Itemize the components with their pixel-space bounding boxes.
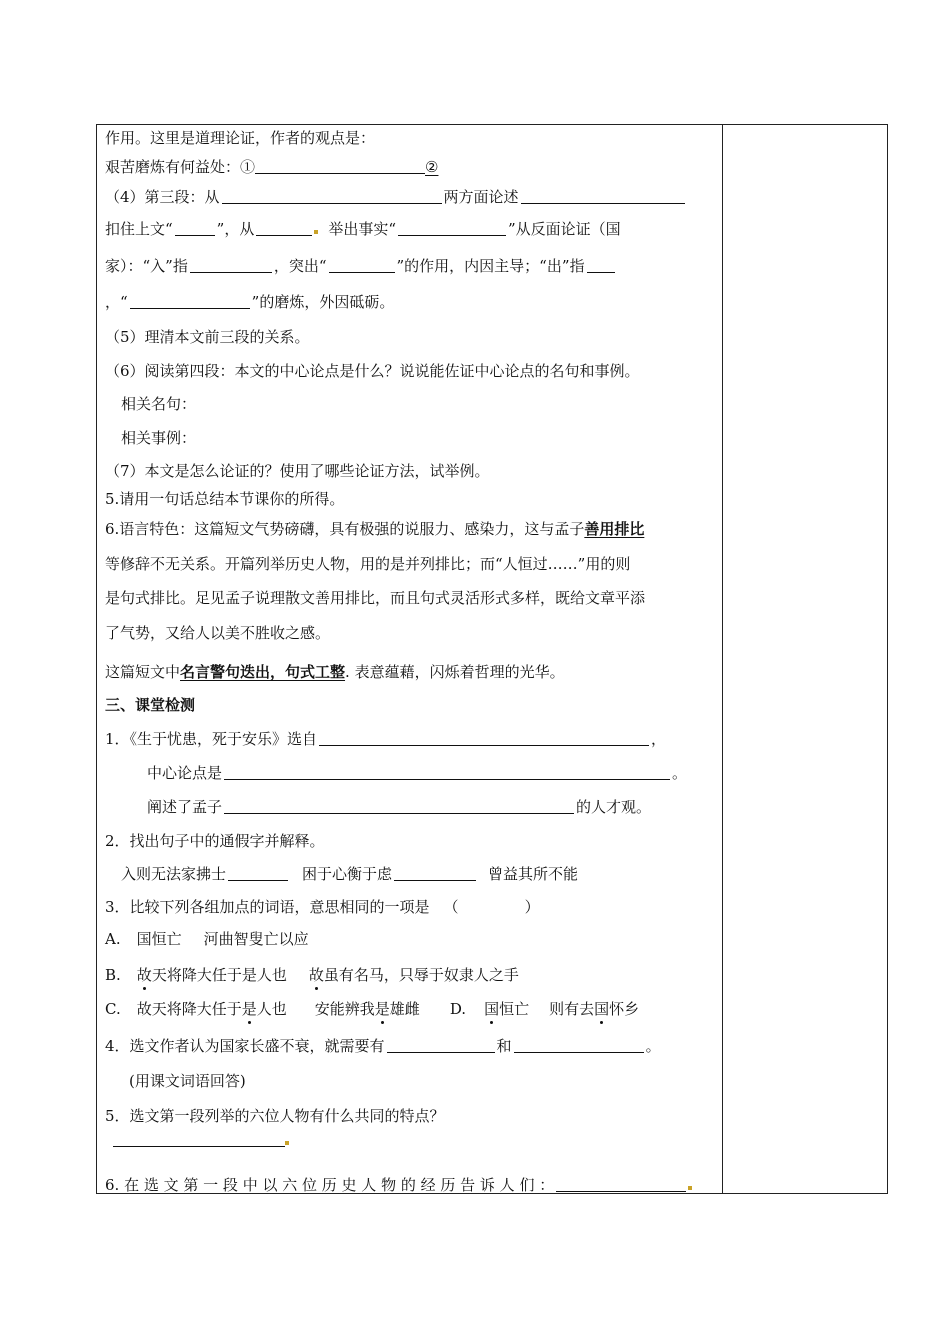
column-divider xyxy=(722,124,723,1194)
text-line xyxy=(105,623,330,643)
answer-blank[interactable] xyxy=(394,865,476,881)
text: 河曲智叟 xyxy=(203,930,264,948)
text: 是句式排比。足见孟子说理散文善用排比，而且句式灵活形式多样，既给文章平添 xyxy=(105,589,646,607)
text: 6. 在 选 文 第 一 段 中 以 六 位 历 史 人 物 的 经 历 告 诉 人 们 ： xyxy=(105,1176,555,1194)
answer-blank[interactable] xyxy=(255,158,425,174)
text: 名言警句迭出，句式工整 xyxy=(180,663,346,681)
text-line xyxy=(105,461,490,481)
text: B. xyxy=(105,966,121,984)
text-line xyxy=(105,361,640,381)
text: ”，从 xyxy=(216,220,255,238)
text: 中心论点是 xyxy=(147,764,223,782)
table-frame xyxy=(96,124,888,1194)
answer-blank[interactable] xyxy=(224,764,670,780)
text: 相关事例： xyxy=(121,429,197,447)
answer-blank[interactable] xyxy=(224,798,574,814)
text-line xyxy=(105,1175,692,1195)
text: 三、课堂检测 xyxy=(105,696,196,714)
text: 3．比较下列各组加点的词语，意思相同的一项是 xyxy=(105,898,430,916)
text: 以应 xyxy=(278,930,309,948)
text: 举出事实“ xyxy=(328,220,397,238)
option-line xyxy=(105,965,519,985)
text: 扣住上文“ xyxy=(105,220,173,238)
text: 亡 xyxy=(166,930,182,948)
text: C. xyxy=(105,1000,121,1018)
text: 。 xyxy=(672,764,688,782)
text-line xyxy=(105,1106,445,1126)
text: (用课文词语回答) xyxy=(129,1072,246,1090)
text: 1．《生于忧患，死于安乐》选自 xyxy=(105,730,318,748)
text: 天将降大任于是人也 xyxy=(151,966,287,984)
answer-blank[interactable] xyxy=(398,220,506,236)
text-line xyxy=(105,662,565,682)
text: 雄雌 xyxy=(389,1000,420,1018)
answer-blank[interactable] xyxy=(228,865,288,881)
mark-icon xyxy=(285,1141,289,1145)
option-line xyxy=(105,999,639,1019)
text: 亡 xyxy=(263,930,279,948)
mark-icon xyxy=(314,230,318,234)
text: ，突出“ xyxy=(273,257,327,275)
text-line xyxy=(147,797,651,817)
text: ② xyxy=(425,158,439,176)
answer-blank[interactable] xyxy=(521,188,685,204)
text: 的人才观。 xyxy=(576,798,652,816)
answer-blank[interactable] xyxy=(190,257,272,273)
text: 6.语言特色：这篇短文气势磅礴，具有极强的说服力、感染力，这与孟子 xyxy=(105,520,585,538)
text-line xyxy=(105,219,621,239)
text-line xyxy=(121,864,578,884)
answer-blank[interactable] xyxy=(113,1131,285,1147)
answer-blank[interactable] xyxy=(319,730,649,746)
text: ”从反面论证（国 xyxy=(508,220,621,238)
text: A. xyxy=(105,930,121,948)
text: 艰苦磨炼有何益处：① xyxy=(105,158,256,176)
text: ） xyxy=(524,898,540,916)
dotted-word: 故 xyxy=(308,966,324,984)
text-line xyxy=(147,763,687,783)
text: 两方面论述 xyxy=(443,188,519,206)
answer-blank[interactable] xyxy=(587,257,615,273)
text: 虽有名马，只辱于奴隶人之手 xyxy=(323,966,519,984)
text: D. xyxy=(449,1000,467,1018)
text: ”的作用，内因主导；“出”指 xyxy=(396,257,585,275)
text-line xyxy=(105,327,310,347)
mark-icon xyxy=(688,1186,692,1190)
text: 困于心衡于虑 xyxy=(302,865,393,883)
answer-blank[interactable] xyxy=(387,1037,495,1053)
text: 曾益其所不能 xyxy=(488,865,579,883)
answer-blank[interactable] xyxy=(130,293,250,309)
answer-blank[interactable] xyxy=(556,1176,686,1192)
option-line xyxy=(105,929,309,949)
answer-blank[interactable] xyxy=(329,257,395,273)
text: 安能辨我 xyxy=(314,1000,375,1018)
dotted-word: 是 xyxy=(374,1000,390,1018)
text-line xyxy=(113,1130,289,1150)
text-line xyxy=(105,292,394,312)
text: 人也 xyxy=(256,1000,287,1018)
dotted-word: 国 xyxy=(484,1000,500,1018)
text-line xyxy=(105,897,540,917)
text: 国恒 xyxy=(136,930,167,948)
text: （4）第三段：从 xyxy=(105,188,220,206)
text: ”的磨炼，外因砥砺。 xyxy=(251,293,395,311)
text-line xyxy=(105,831,325,851)
text: 恒亡 xyxy=(499,1000,530,1018)
text: . 表意蕴藉，闪烁着哲理的光华。 xyxy=(345,663,565,681)
answer-blank[interactable] xyxy=(175,220,215,236)
answer-blank[interactable] xyxy=(222,188,442,204)
text-line xyxy=(105,128,375,148)
text: 相关名句： xyxy=(121,395,197,413)
text: 这篇短文中 xyxy=(105,663,181,681)
text: （7）本文是怎么论证的？使用了哪些论证方法，试举例。 xyxy=(105,462,490,480)
text: 了气势，又给人以美不胜收之感。 xyxy=(105,624,331,642)
text: 等修辞不无关系。开篇列举历史人物，用的是并列排比；而“人恒过……”用的则 xyxy=(105,555,631,573)
text-line xyxy=(121,428,196,448)
text-line xyxy=(105,187,687,207)
text: 善用排比 xyxy=(584,520,645,538)
text: 故天将降大任于 xyxy=(136,1000,242,1018)
text: 阐述了孟子 xyxy=(147,798,223,816)
section-heading xyxy=(105,695,195,715)
text: 2．找出句子中的通假字并解释。 xyxy=(105,832,325,850)
text: 则有去 xyxy=(549,1000,595,1018)
text-line xyxy=(129,1071,246,1091)
text: 入则无法家拂士 xyxy=(121,865,227,883)
text: ，“ xyxy=(105,293,128,311)
text: （5）理清本文前三段的关系。 xyxy=(105,328,310,346)
text: 5．选文第一段列举的六位人物有什么共同的特点？ xyxy=(105,1107,445,1125)
dotted-word: 故 xyxy=(136,966,152,984)
text: 5.请用一句话总结本节课你的所得。 xyxy=(105,490,345,508)
text: （ xyxy=(443,898,459,916)
text: 怀乡 xyxy=(609,1000,640,1018)
answer-blank[interactable] xyxy=(256,220,312,236)
text: 和 xyxy=(496,1037,512,1055)
text-line xyxy=(105,519,644,539)
text: 4．选文作者认为国家长盛不衰，就需要有 xyxy=(105,1037,385,1055)
text-line xyxy=(121,394,196,414)
text: ， xyxy=(651,730,667,748)
dotted-word: 国 xyxy=(594,1000,610,1018)
text: 。 xyxy=(645,1037,661,1055)
text-line xyxy=(105,554,630,574)
text-line xyxy=(105,489,344,509)
text: 作用。这里是道理论证，作者的观点是： xyxy=(105,129,376,147)
text-line xyxy=(105,729,666,749)
text: 家）：“入”指 xyxy=(105,257,188,275)
text-line xyxy=(105,157,438,177)
text-line xyxy=(105,588,645,608)
dotted-word: 是 xyxy=(241,1000,257,1018)
text-line xyxy=(105,1036,661,1056)
text-line xyxy=(105,256,617,276)
answer-blank[interactable] xyxy=(514,1037,644,1053)
text: （6）阅读第四段：本文的中心论点是什么？说说能佐证中心论点的名句和事例。 xyxy=(105,362,640,380)
